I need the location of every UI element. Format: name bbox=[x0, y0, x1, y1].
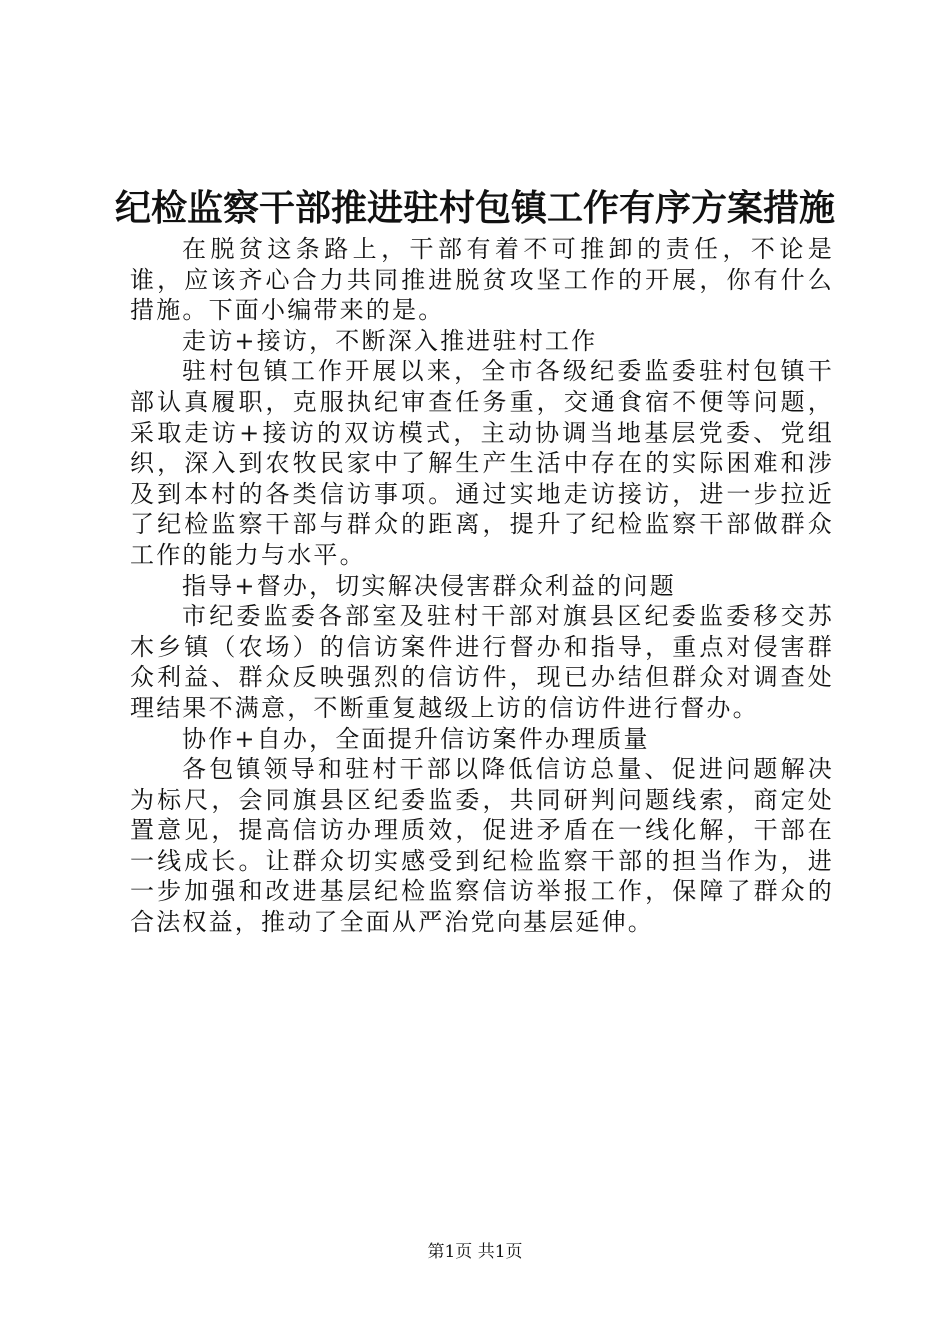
document-title: 纪检监察干部推进驻村包镇工作有序方案措施 bbox=[114, 187, 835, 229]
section-3-heading: 协作+自办，全面提升信访案件办理质量 bbox=[182, 724, 650, 753]
document-body bbox=[130, 234, 834, 938]
section-1-paragraph: 驻村包镇工作开展以来，全市各级纪委监委驻村包镇干部认真履职，克服执纪审查任务重，交通食宿不便等问题，采取走访+接访的双访模式，主动协调当地基层党委、党组织，深入到农牧民家中了解生产生活中存在的实际困难和涉及到本村的各类信访事项。通过实地走访接访，进一步拉近了纪检监察干部与群众的距离，提升了纪检监察干部做群众工作的能力与水平。 bbox=[130, 357, 834, 569]
section-3-paragraph: 各包镇领导和驻村干部以降低信访总量、促进问题解决为标尺，会同旗县区纪委监委，共同研判问题线索，商定处置意见，提高信访办理质效，促进矛盾在一线化解，干部在一线成长。让群众切实感受到纪检监察干部的担当作为，进一步加强和改进基层纪检监察信访举报工作，保障了群众的合法权益，推动了全面从严治党向基层延伸。 bbox=[130, 755, 834, 937]
section-2-paragraph: 市纪委监委各部室及驻村干部对旗县区纪委监委移交苏木乡镇（农场）的信访案件进行督办和指导，重点对侵害群众利益、群众反映强烈的信访件，现已办结但群众对调查处理结果不满意，不断重复越级上访的信访件进行督办。 bbox=[130, 602, 834, 722]
section-2-heading: 指导+督办，切实解决侵害群众利益的问题 bbox=[182, 571, 676, 600]
intro-paragraph: 在脱贫这条路上，干部有着不可推卸的责任，不论是谁，应该齐心合力共同推进脱贫攻坚工作的开展，你有什么措施。下面小编带来的是。 bbox=[130, 235, 834, 325]
page-number-footer: 第1页 共1页 bbox=[427, 1242, 523, 1262]
section-1-heading: 走访+接访，不断深入推进驻村工作 bbox=[182, 326, 598, 355]
